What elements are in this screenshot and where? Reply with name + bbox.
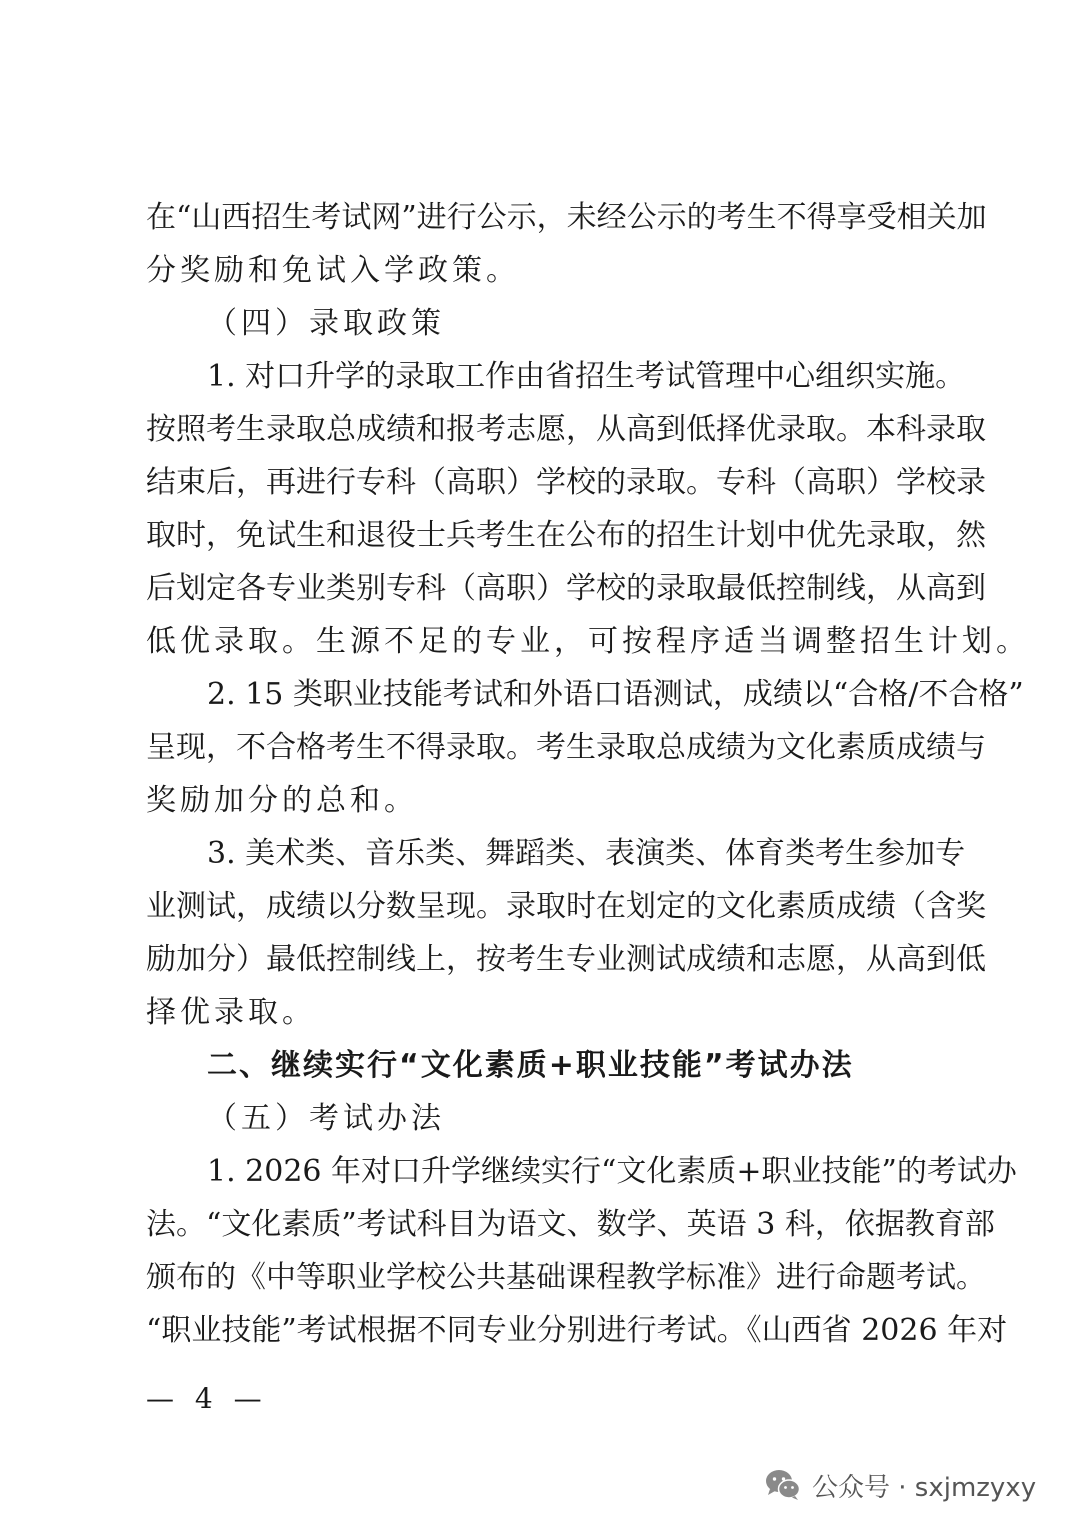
text-line: 按照考生录取总成绩和报考志愿，从高到低择优录取。本科录取 [146, 412, 986, 447]
wechat-icon [764, 1468, 802, 1502]
text-line: 法。“文化素质”考试科目为语文、数学、英语 3 科，依据教育部 [146, 1207, 995, 1242]
text-line: 奖励加分的总和。 [146, 783, 418, 818]
text-line: “职业技能”考试根据不同专业分别进行考试。《山西省 2026 年对 [146, 1313, 1008, 1348]
text-line: 励加分）最低控制线上，按考生专业测试成绩和志愿，从高到低 [146, 942, 986, 977]
text-line: 低优录取。生源不足的专业，可按程序适当调整招生计划。 [146, 624, 1030, 659]
text-line: 分奖励和免试入学政策。 [146, 253, 520, 288]
section-heading: （五）考试办法 [207, 1101, 445, 1136]
text-line: 颁布的《中等职业学校公共基础课程教学标准》进行命题考试。 [146, 1260, 986, 1295]
text-line: 结束后，再进行专科（高职）学校的录取。专科（高职）学校录 [146, 465, 986, 500]
watermark-text: 公众号 · sxjmzyxy [812, 1472, 1037, 1503]
text-line: 呈现，不合格考生不得录取。考生录取总成绩为文化素质成绩与 [146, 730, 986, 765]
section-heading: （四）录取政策 [207, 306, 445, 341]
text-line: 择优录取。 [146, 995, 316, 1030]
text-line: 2. 15 类职业技能考试和外语口语测试，成绩以“合格/不合格” [207, 677, 1024, 712]
watermark [764, 1463, 1036, 1507]
text-line: 3. 美术类、音乐类、舞蹈类、表演类、体育类考生参加专 [207, 836, 966, 871]
text-line: 1. 2026 年对口升学继续实行“文化素质+职业技能”的考试办 [207, 1154, 1017, 1189]
page-number: — 4 — [146, 1382, 268, 1415]
chapter-heading: 二、继续实行“文化素质+职业技能”考试办法 [207, 1048, 854, 1083]
text-line: 后划定各专业类别专科（高职）学校的录取最低控制线，从高到 [146, 571, 986, 606]
text-line: 取时，免试生和退役士兵考生在公布的招生计划中优先录取，然 [146, 518, 986, 553]
text-line: 1. 对口升学的录取工作由省招生考试管理中心组织实施。 [207, 359, 966, 394]
text-line: 在“山西招生考试网”进行公示，未经公示的考生不得享受相关加 [146, 200, 987, 235]
text-line: 业测试，成绩以分数呈现。录取时在划定的文化素质成绩（含奖 [146, 889, 986, 924]
